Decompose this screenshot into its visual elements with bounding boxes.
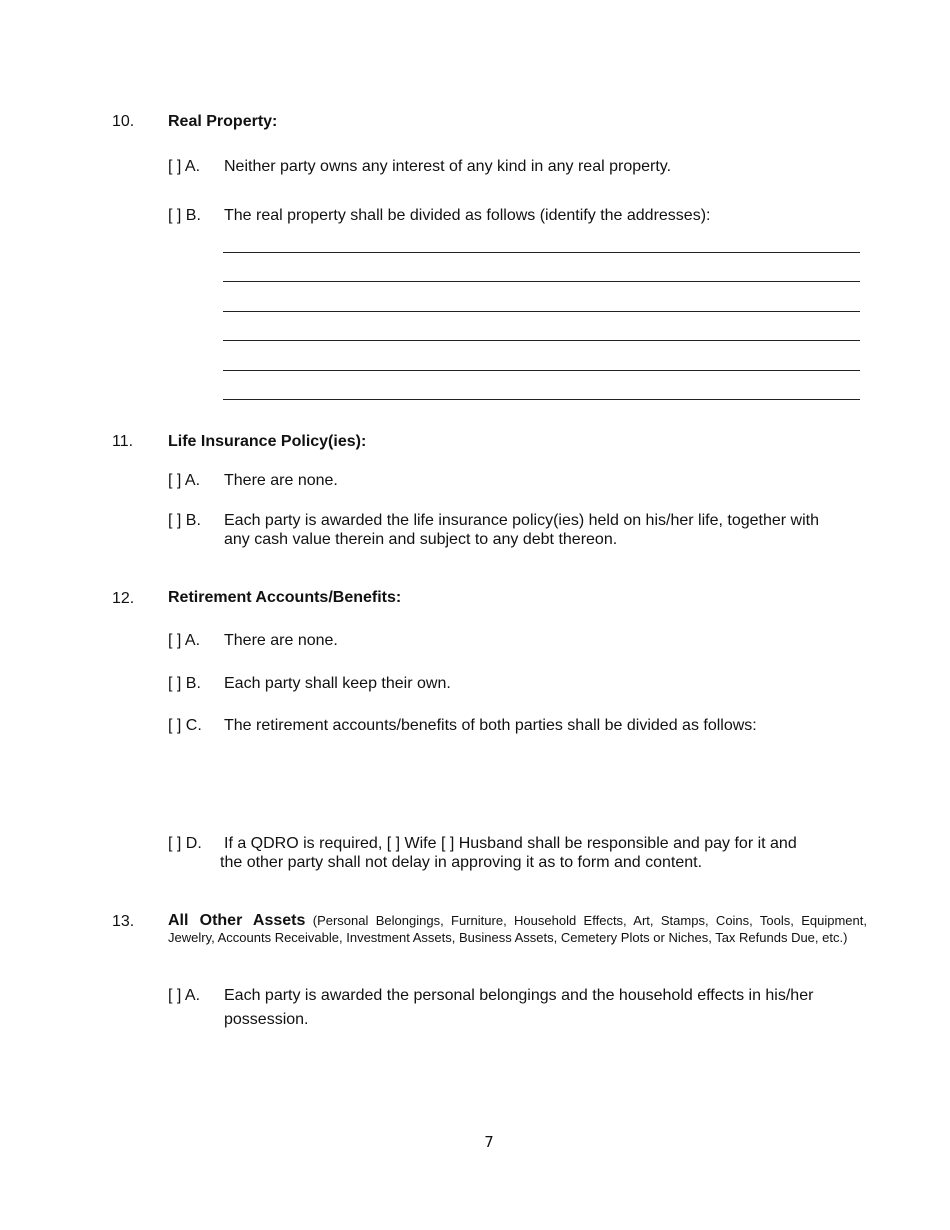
section-12-number: 12. [112, 590, 135, 607]
page-number: 7 [484, 1133, 494, 1151]
checkbox-12c[interactable]: [ ] C. [168, 717, 202, 734]
address-line-6[interactable] [223, 399, 860, 400]
section-11-number: 11. [112, 433, 134, 450]
address-line-4[interactable] [223, 340, 860, 341]
option-12d-text: If a QDRO is required, [ ] Wife [ ] Husband shall be responsible and pay for it and [224, 835, 797, 852]
option-13a-text-cont: possession. [224, 1011, 309, 1028]
address-line-3[interactable] [223, 311, 860, 312]
section-10-heading: Real Property: [168, 113, 278, 130]
option-12a-text: There are none. [224, 632, 338, 649]
option-10b-text: The real property shall be divided as follows (identify the addresses): [224, 207, 711, 224]
address-line-1[interactable] [223, 252, 860, 253]
section-11-heading: Life Insurance Policy(ies): [168, 433, 367, 450]
section-13-heading: All Other Assets [168, 912, 306, 929]
option-12b-text: Each party shall keep their own. [224, 675, 451, 692]
option-13a-text: Each party is awarded the personal belongings and the household effects in his/her [224, 987, 814, 1004]
section-13-note: (Personal Belongings, Furniture, Household Effects, Art, Stamps, Coins, Tools, Equipment, Jewelry, Accounts Receivable, Investment Assets, Business Assets, Cemetery Plots or Niches, Tax Refunds Due, etc.) [168, 913, 867, 945]
address-line-2[interactable] [223, 281, 860, 282]
option-12d-text-cont: the other party shall not delay in approving it as to form and content. [220, 854, 703, 871]
option-11b-text-cont: any cash value therein and subject to any debt thereon. [224, 531, 618, 548]
address-line-5[interactable] [223, 370, 860, 371]
checkbox-12d[interactable]: [ ] D. [168, 835, 202, 852]
section-12-heading: Retirement Accounts/Benefits: [168, 589, 402, 606]
option-11a-text: There are none. [224, 472, 338, 489]
checkbox-10b[interactable]: [ ] B. [168, 207, 201, 224]
option-11b-text: Each party is awarded the life insurance policy(ies) held on his/her life, together with [224, 512, 819, 529]
section-13-intro [168, 912, 867, 946]
section-10-number: 10. [112, 113, 135, 130]
checkbox-10a[interactable]: [ ] A. [168, 158, 201, 175]
checkbox-13a[interactable]: [ ] A. [168, 987, 201, 1004]
option-10a-text: Neither party owns any interest of any kind in any real property. [224, 158, 672, 175]
option-12c-text: The retirement accounts/benefits of both parties shall be divided as follows: [224, 717, 757, 734]
checkbox-12b[interactable]: [ ] B. [168, 675, 201, 692]
section-13-number: 13. [112, 913, 135, 930]
checkbox-12a[interactable]: [ ] A. [168, 632, 201, 649]
checkbox-11b[interactable]: [ ] B. [168, 512, 201, 529]
checkbox-11a[interactable]: [ ] A. [168, 472, 201, 489]
